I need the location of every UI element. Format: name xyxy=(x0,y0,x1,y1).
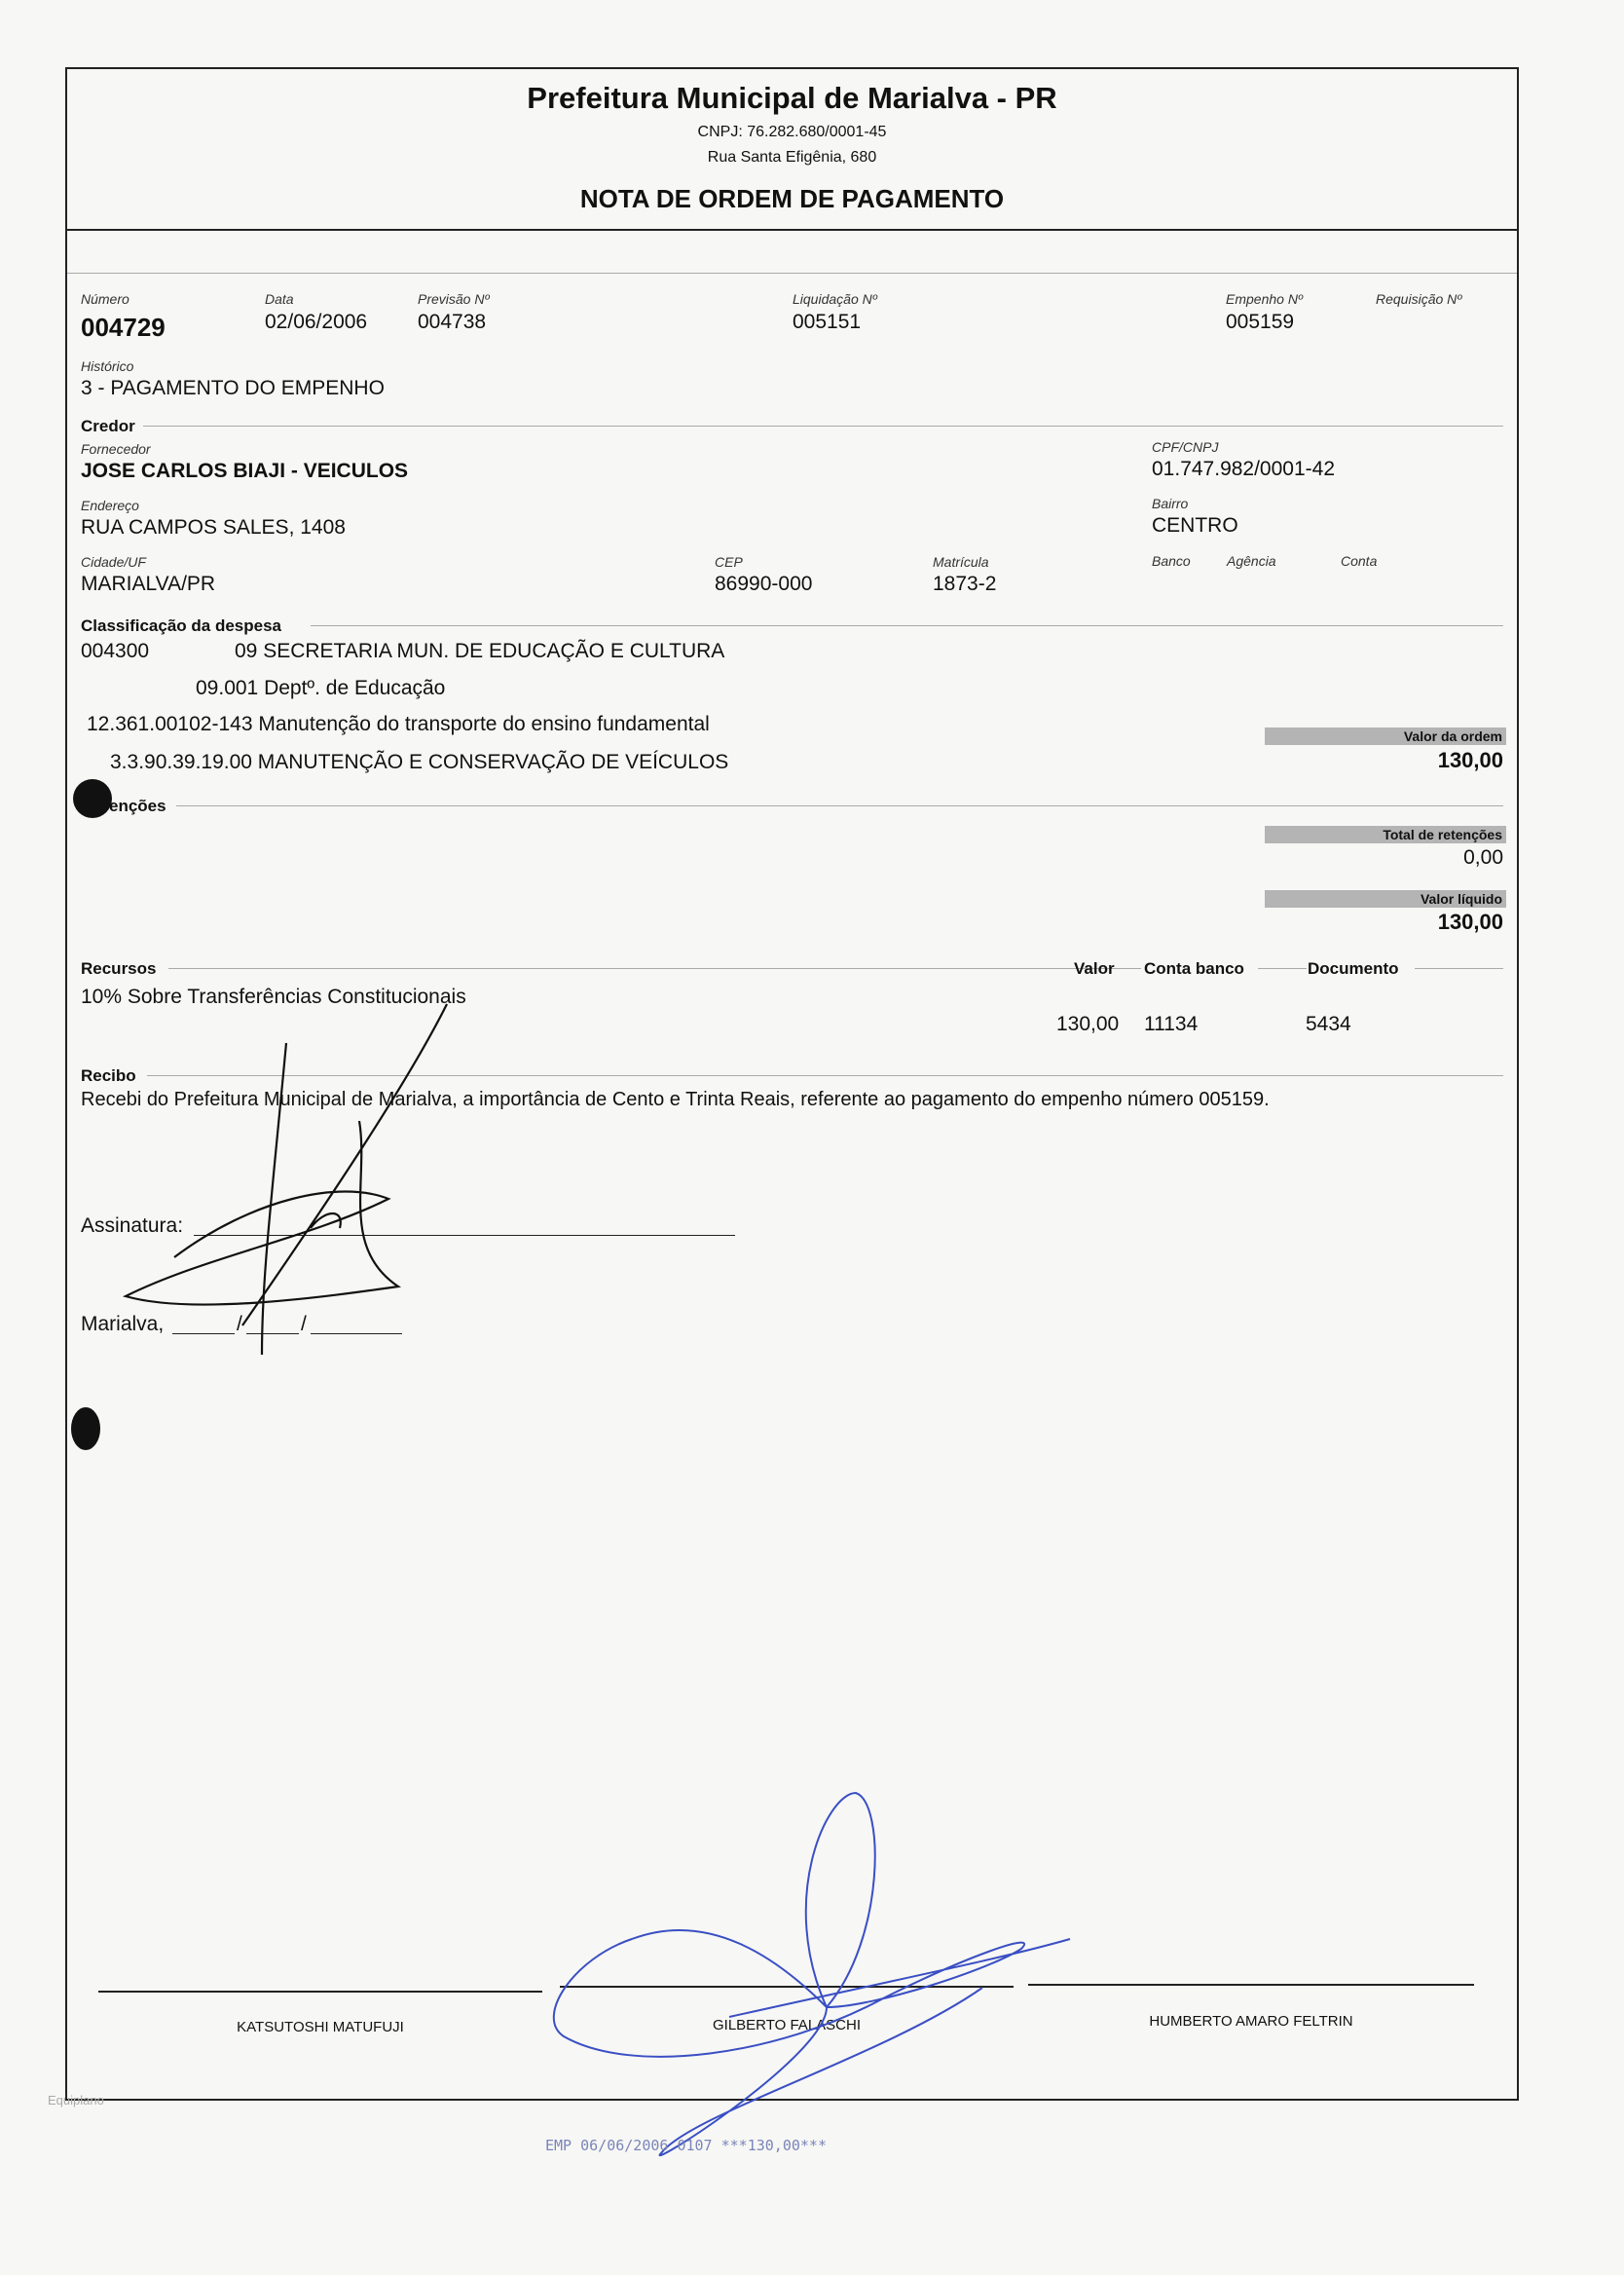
banco-label: Banco xyxy=(1152,553,1191,569)
local-label: Marialva, xyxy=(81,1313,165,1335)
recursos-rule xyxy=(168,968,1132,969)
signatory-name-1: KATSUTOSHI MATUFUJI xyxy=(237,2019,404,2035)
address-text: Rua Santa Efigênia, 680 xyxy=(707,149,877,166)
valor-ordem-label: Valor da ordem xyxy=(1403,728,1502,744)
header-separator xyxy=(67,229,1517,231)
numero-label: Número xyxy=(81,291,129,307)
recursos-section-title: Recursos xyxy=(81,959,157,978)
recursos-valor: 130,00 xyxy=(1056,1013,1120,1035)
liquidacao-value: 005151 xyxy=(793,311,862,333)
document-frame xyxy=(48,67,1519,2107)
recursos-conta-header: Conta banco xyxy=(1144,959,1244,978)
classificacao-section-title: Classificação da despesa xyxy=(81,616,282,635)
recursos-descricao: 10% Sobre Transferências Constitucionais xyxy=(81,986,466,1008)
document-title: NOTA DE ORDEM DE PAGAMENTO xyxy=(579,184,1005,213)
ink-blot xyxy=(73,779,112,818)
empenho-label: Empenho Nº xyxy=(1226,291,1304,307)
valor-ordem-value: 130,00 xyxy=(1437,748,1503,772)
credor-section-title: Credor xyxy=(81,417,135,435)
cep-label: CEP xyxy=(715,554,743,570)
conta-label: Conta xyxy=(1341,553,1378,569)
empenho-value: 005159 xyxy=(1226,311,1295,333)
header-rule xyxy=(67,273,1517,274)
cidade-value: MARIALVA/PR xyxy=(81,573,216,595)
requisicao-label: Requisição Nº xyxy=(1376,291,1462,307)
funcional-value: 12.361.00102-143 Manutenção do transporte do ensino fundamental xyxy=(87,713,710,735)
recursos-rule-2 xyxy=(1122,968,1141,969)
footer-stamp: EMP 06/06/2006 0107 ***130,00*** xyxy=(545,2137,827,2154)
cidade-label: Cidade/UF xyxy=(81,554,146,570)
recibo-text: Recebi do Prefeitura Municipal de Marialva, a importância de Cento e Trinta Reais, referente ao pagamento do empenho número 005159. xyxy=(81,1089,1270,1110)
historico-label: Histórico xyxy=(81,358,134,374)
recibo-section-title: Recibo xyxy=(81,1066,136,1085)
signatory-name-2: GILBERTO FALASCHI xyxy=(713,2017,861,2033)
recursos-documento: 5434 xyxy=(1306,1013,1351,1035)
assinatura-label: Assinatura: xyxy=(81,1214,184,1237)
endereco-value: RUA CAMPOS SALES, 1408 xyxy=(81,516,346,539)
fornecedor-label: Fornecedor xyxy=(81,441,151,457)
recursos-rule-3 xyxy=(1258,968,1307,969)
data-value: 02/06/2006 xyxy=(265,311,368,333)
date-slash-2: / xyxy=(301,1313,307,1335)
valor-liquido-bar xyxy=(1265,890,1506,908)
cep-value: 86990-000 xyxy=(715,573,813,595)
matricula-value: 1873-2 xyxy=(933,573,997,595)
classificacao-rule xyxy=(311,625,1503,626)
bairro-value: CENTRO xyxy=(1152,514,1238,537)
recursos-documento-header: Documento xyxy=(1308,959,1399,978)
valor-liquido-label: Valor líquido xyxy=(1420,891,1502,907)
ink-blot-2 xyxy=(71,1407,100,1450)
previsao-label: Previsão Nº xyxy=(418,291,490,307)
retencoes-section-title: enções xyxy=(109,797,166,815)
signatory-line-1 xyxy=(98,1991,542,1993)
matricula-label: Matrícula xyxy=(933,554,989,570)
blue-signature xyxy=(535,1764,1080,2173)
bairro-label: Bairro xyxy=(1152,496,1189,511)
cnpj-text: CNPJ: 76.282.680/0001-45 xyxy=(697,124,887,140)
retencoes-rule xyxy=(176,805,1503,806)
signatory-name-3: HUMBERTO AMARO FELTRIN xyxy=(1149,2013,1353,2030)
total-retencoes-bar xyxy=(1265,826,1506,843)
creditor-signature xyxy=(116,1004,525,1374)
orgao-value: 09 SECRETARIA MUN. DE EDUCAÇÃO E CULTURA xyxy=(235,640,725,662)
elemento-value: 3.3.90.39.19.00 MANUTENÇÃO E CONSERVAÇÃO DE VEÍCULOS xyxy=(110,751,729,773)
total-retencoes-label: Total de retenções xyxy=(1383,827,1502,842)
classificacao-code: 004300 xyxy=(81,640,150,662)
signatory-line-3 xyxy=(1028,1984,1474,1986)
footer-brand: Equiplano xyxy=(48,2093,104,2107)
endereco-label: Endereço xyxy=(81,498,139,513)
historico-value: 3 - PAGAMENTO DO EMPENHO xyxy=(81,377,385,399)
valor-liquido-value: 130,00 xyxy=(1437,910,1503,934)
fornecedor-value: JOSE CARLOS BIAJI - VEICULOS xyxy=(81,460,409,482)
credor-rule xyxy=(143,426,1503,427)
agencia-label: Agência xyxy=(1227,553,1276,569)
data-label: Data xyxy=(265,291,294,307)
page-title: Prefeitura Municipal de Marialva - PR xyxy=(527,81,1057,115)
total-retencoes-value: 0,00 xyxy=(1463,846,1503,869)
liquidacao-label: Liquidação Nº xyxy=(793,291,877,307)
numero-value: 004729 xyxy=(81,313,166,342)
recursos-rule-4 xyxy=(1415,968,1503,969)
date-slash-1: / xyxy=(237,1313,242,1335)
cpf-value: 01.747.982/0001-42 xyxy=(1152,458,1336,480)
recursos-conta: 11134 xyxy=(1144,1013,1199,1035)
previsao-value: 004738 xyxy=(418,311,487,333)
unidade-value: 09.001 Deptº. de Educação xyxy=(196,677,446,699)
cpf-label: CPF/CNPJ xyxy=(1152,439,1219,455)
valor-ordem-bar xyxy=(1265,727,1506,745)
recursos-valor-header: Valor xyxy=(1074,959,1115,978)
